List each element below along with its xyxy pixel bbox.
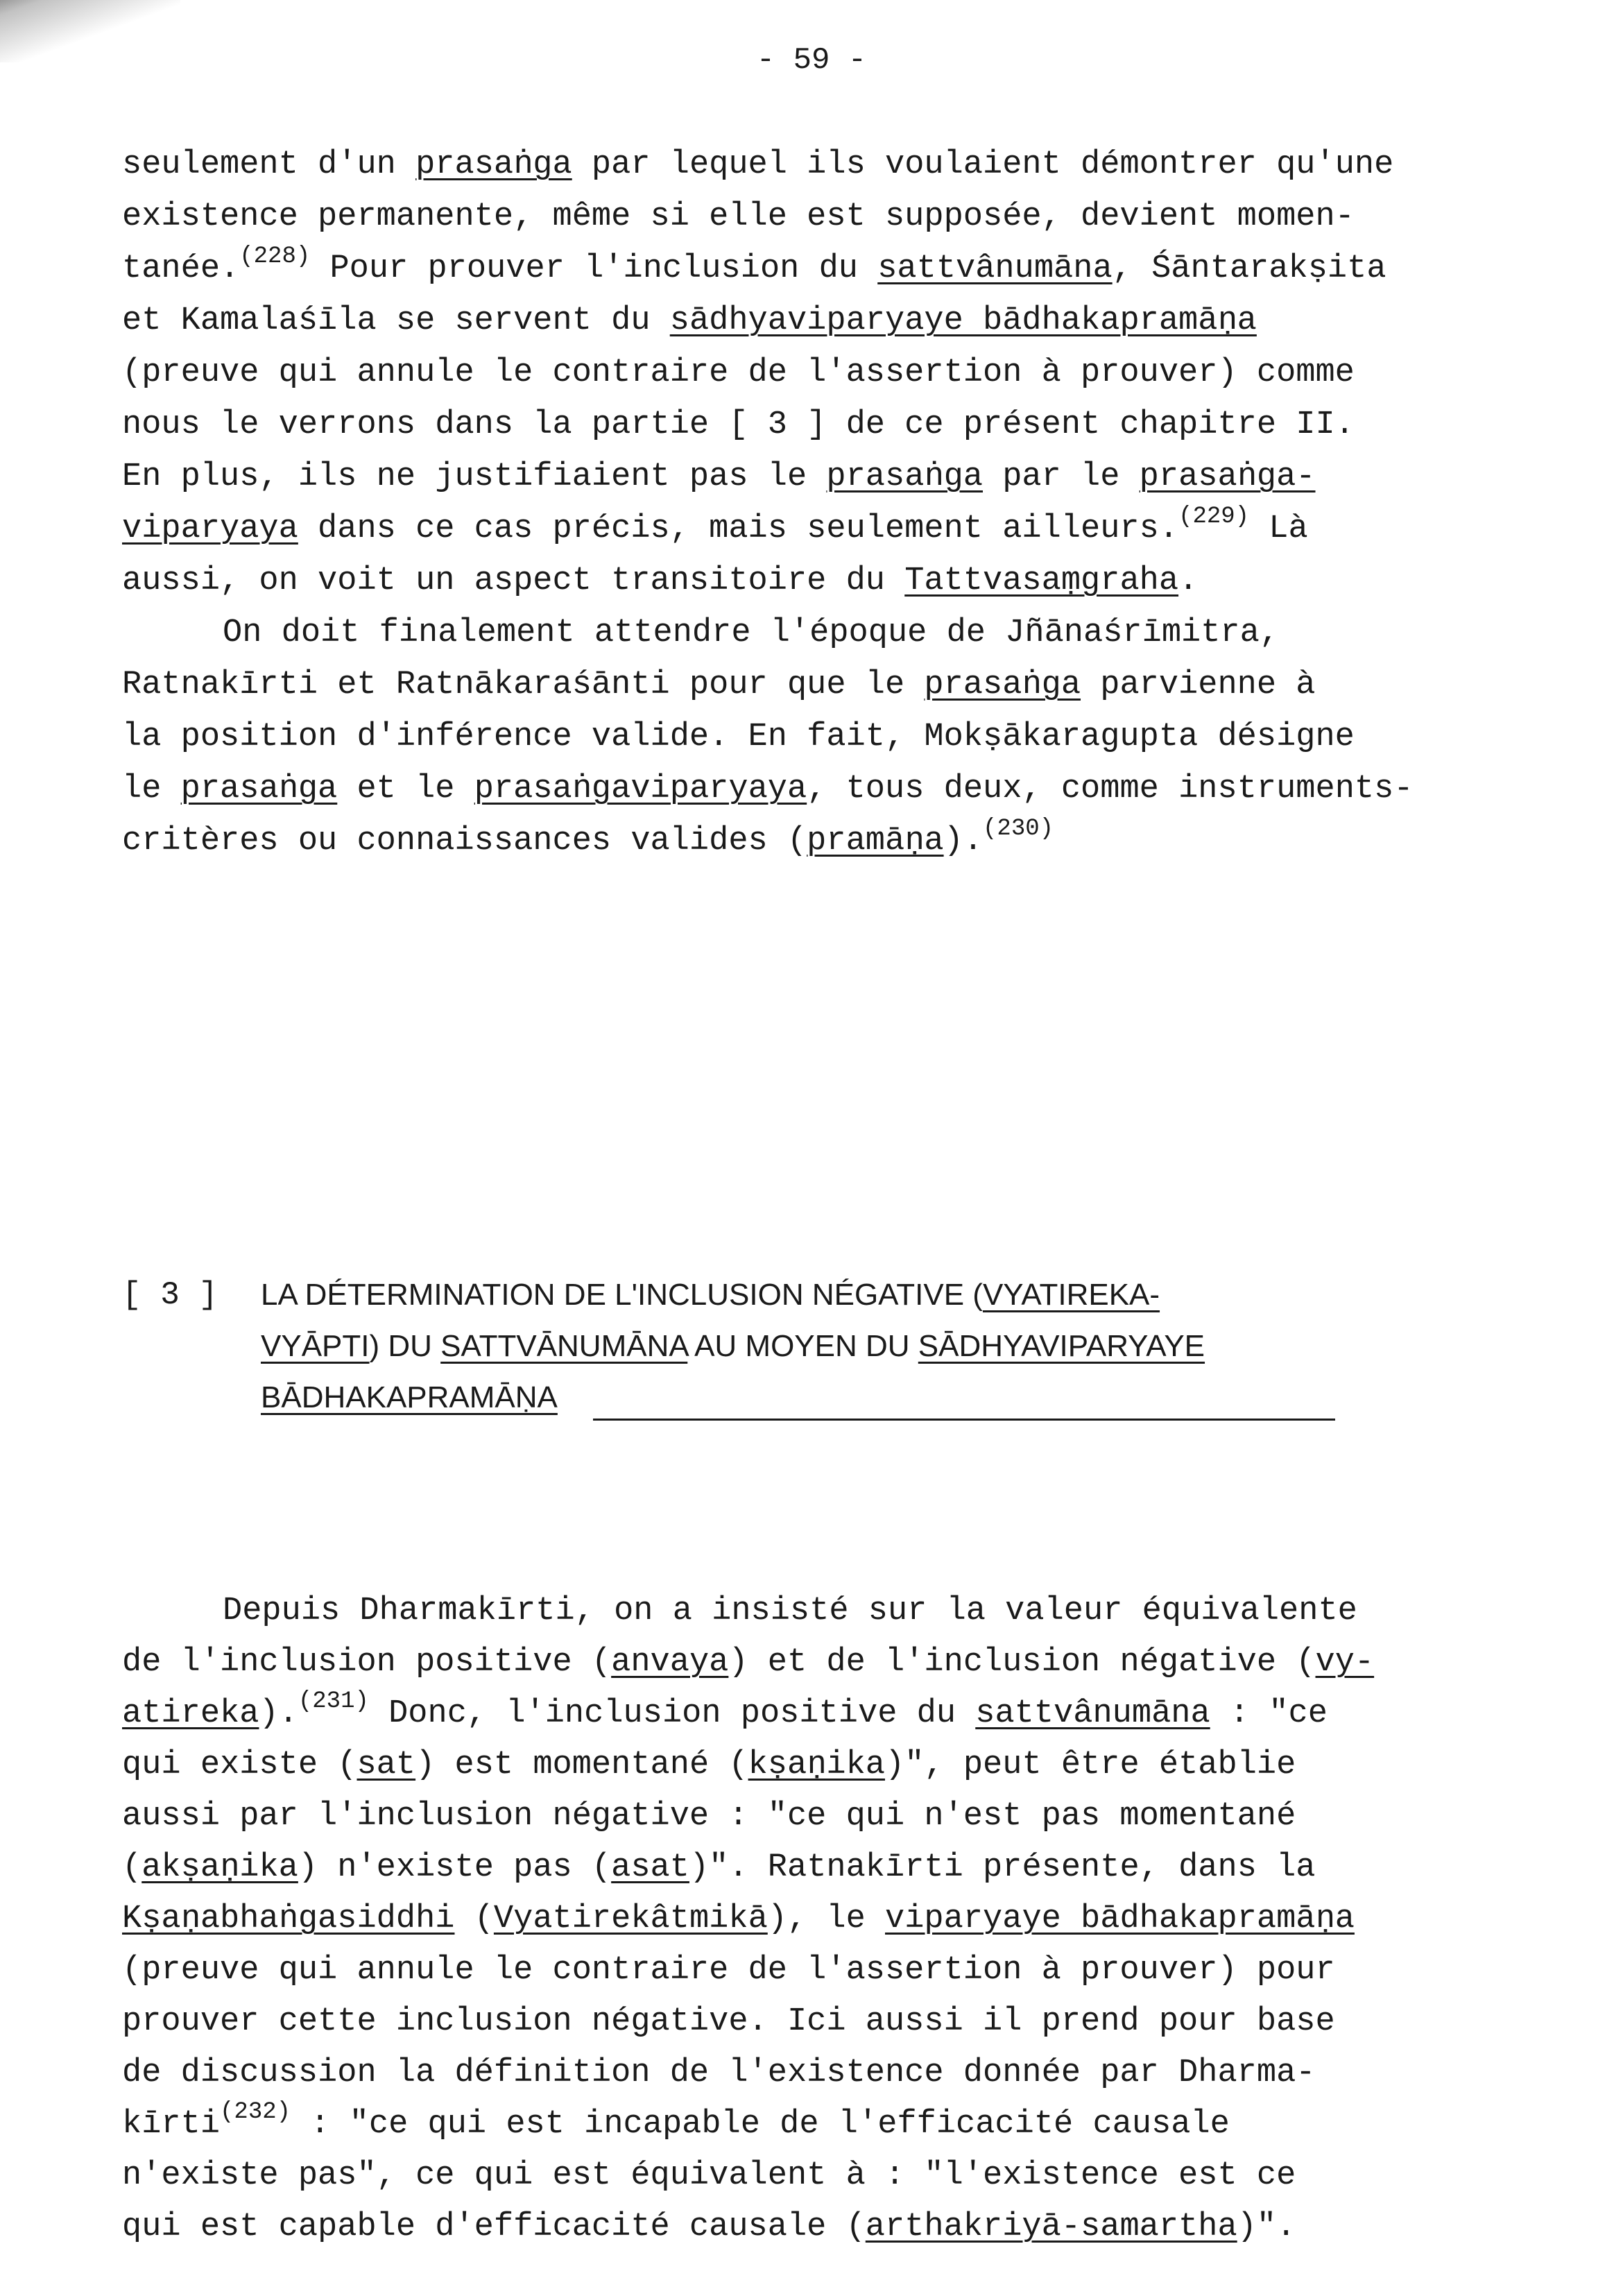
text-line: la position d'inférence valide. En fait, Mokṣākaragupta désigne bbox=[122, 719, 1355, 755]
text-line: Kṣaṇabhaṅgasiddhi (Vyatirekâtmikā), le viparyaye bādhakapramāṇa bbox=[122, 1901, 1355, 1937]
text-line: de l'inclusion positive (anvaya) et de l'inclusion négative (vy- bbox=[122, 1644, 1375, 1681]
footnote-ref: (231) bbox=[298, 1688, 369, 1715]
text-line: En plus, ils ne justifiaient pas le prasaṅga par le prasaṅga- bbox=[122, 459, 1316, 495]
footnote-ref: (230) bbox=[983, 816, 1054, 843]
text-line: et Kamalaśīla se servent du sādhyaviparyaye bādhakapramāṇa bbox=[122, 302, 1257, 339]
text-line: (akṣaṇika) n'existe pas (asat)". Ratnakīrti présente, dans la bbox=[122, 1849, 1316, 1886]
text-line: de discussion la définition de l'existence donnée par Dharma- bbox=[122, 2055, 1316, 2091]
text-line: viparyaya dans ce cas précis, mais seulement ailleurs.$^{(229)}$ Là bbox=[122, 504, 1308, 547]
heading-line: VYĀPTI) DU SATTVĀNUMĀNA AU MOYEN DU SĀDHYAVIPARYAYE bbox=[261, 1329, 1205, 1363]
text-line: aussi par l'inclusion négative : "ce qui n'est pas momentané bbox=[122, 1798, 1296, 1835]
text-line: Ratnakīrti et Ratnākaraśānti pour que le prasaṅga parvienne à bbox=[122, 667, 1316, 703]
text-line: tanée.$^{(228)}$ Pour prouver l'inclusion du sattvânumāna, Śāntarakṣita bbox=[122, 243, 1386, 287]
text-line: atireka).$^{(231)}$ Donc, l'inclusion positive du sattvânumāna : "ce bbox=[122, 1688, 1328, 1732]
text-line: nous le verrons dans la partie [ 3 ] de ce présent chapitre II. bbox=[122, 406, 1355, 443]
text-line: critères ou connaissances valides (pramāṇa).$^{(230)}$ bbox=[122, 816, 1054, 859]
text-line: qui existe (sat) est momentané (kṣaṇika)", peut être établie bbox=[122, 1747, 1296, 1783]
footnote-ref: (228) bbox=[239, 243, 311, 271]
page-number: - 59 - bbox=[756, 43, 867, 78]
text-line: (preuve qui annule le contraire de l'assertion à prouver) pour bbox=[122, 1952, 1335, 1989]
text-line: Depuis Dharmakīrti, on a insisté sur la valeur équivalente bbox=[223, 1593, 1357, 1629]
text-line: le prasaṅga et le prasaṅgaviparyaya, tous deux, comme instruments- bbox=[122, 771, 1414, 807]
text-line: (preuve qui annule le contraire de l'assertion à prouver) comme bbox=[122, 354, 1355, 391]
heading-line: BĀDHAKAPRAMĀṆA bbox=[261, 1380, 558, 1414]
heading-underline-rule bbox=[593, 1419, 1335, 1421]
text-line: existence permanente, même si elle est supposée, devient momen- bbox=[122, 198, 1355, 235]
heading-line: LA DÉTERMINATION DE L'INCLUSION NÉGATIVE (VYATIREKA- bbox=[261, 1278, 1160, 1312]
footnote-ref: (232) bbox=[220, 2099, 291, 2126]
text-line: On doit finalement attendre l'époque de Jñānaśrīmitra, bbox=[223, 615, 1280, 651]
text-line: kīrti$^{(232)}$ : "ce qui est incapable de l'efficacité causale bbox=[122, 2099, 1230, 2143]
text-line: aussi, on voit un aspect transitoire du Tattvasaṃgraha. bbox=[122, 563, 1199, 599]
section-number: [ 3 ] bbox=[122, 1277, 218, 1313]
text-line: qui est capable d'efficacité causale (arthakriyā-samartha)". bbox=[122, 2209, 1296, 2245]
text-line: seulement d'un prasaṅga par lequel ils voulaient démontrer qu'une bbox=[122, 146, 1394, 183]
text-line: n'existe pas", ce qui est équivalent à : "l'existence est ce bbox=[122, 2157, 1296, 2194]
footnote-ref: (229) bbox=[1178, 504, 1250, 531]
text-line: prouver cette inclusion négative. Ici aussi il prend pour base bbox=[122, 2003, 1335, 2040]
